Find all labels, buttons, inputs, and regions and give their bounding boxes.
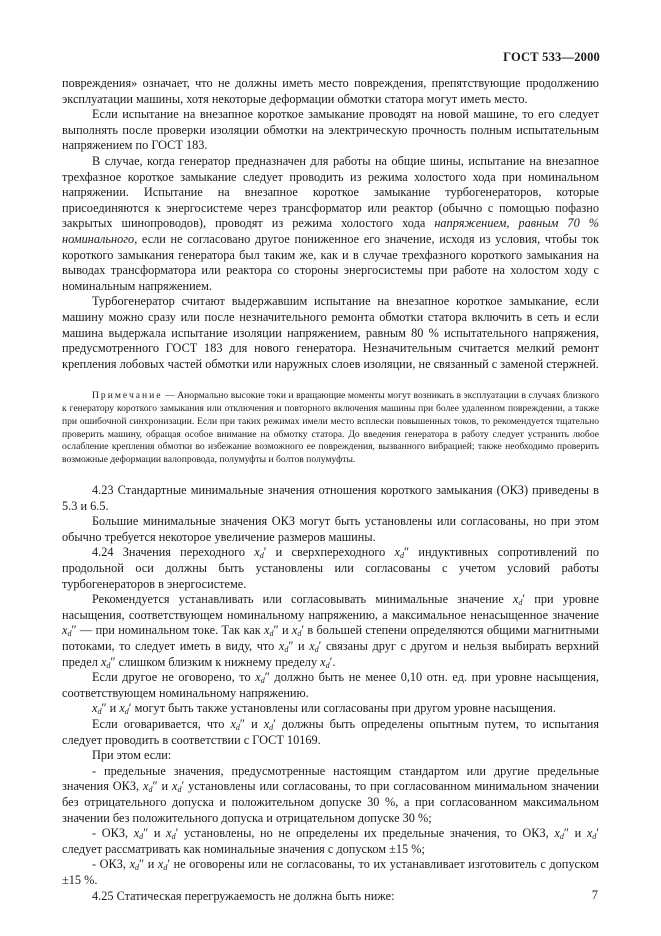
document-body bbox=[62, 76, 599, 904]
paragraph: Если оговаривается, что $x_d''$ и $x_d'$ должны быть определены опытным путем, то испытания следует проводить в соответствии с ГОСТ 10169. bbox=[62, 716, 600, 747]
page-number: 7 bbox=[591, 888, 598, 902]
note-text: — Анормально высокие токи и вращающие моменты могут возникать в эксплуатации в случаях близкого к генератору короткого замыкания или отключения и повторного включения машины при более удаленном повреждении, а также при ошибочной синхронизации. Если при таких режимах имели место всплески повышенных токов, то рекомендуется тщательно проверить машину, обращая особое внимание на обмотку статора. До введения генератора в работу следует устранить любое ослабление крепления обмотки во избежание возможного ее повреждения, вызванного вибрацией; также необходимо проверить возможные деформации валопровода, полумуфты и болтов полумуфты. bbox=[62, 390, 599, 466]
list-item: - ОКЗ, $x_d''$ и $x_d'$ не оговорены или не согласованы, то их устанавливает изготовитель с допуском ±15 %. bbox=[62, 857, 600, 887]
paragraph: В случае, когда генератор предназначен для работы на общие шины, испытание на внезапное трехфазное короткое замыкание следует проводить из режима холостого хода при номинальном напряжении. Испытание на внезапное короткое замыкание турбогенераторов, которые присоединяются к энергосистеме через трансформатор или реактор (обычно с помощью пофазно закрытых шинопроводов), проводят из режима холостого хода напряжением, равным 70 % номинального, если не согласовано другое пониженное его значение, исходя из условия, чтобы ток короткого замыкания генератора был таким же, как и в случае трехфазного короткого замыкания на выводах трансформатора или реактора со стороны энергосистемы при работе на холостом ходу с номинальным напряжением. bbox=[62, 153, 599, 293]
subtransient-reactance-symbol: $x_d''$ bbox=[133, 826, 149, 842]
transient-reactance-symbol: $x_d'$ bbox=[166, 826, 179, 842]
transient-reactance-symbol: $x_d'$ bbox=[172, 779, 185, 795]
subtransient-reactance-symbol: $x_d''$ bbox=[143, 779, 158, 795]
italic-phrase: напряжением, равным 70 % номинального bbox=[62, 216, 599, 246]
subtransient-reactance-symbol: $x_d''$ bbox=[62, 623, 77, 639]
subtransient-reactance-symbol: $x_d''$ bbox=[255, 670, 270, 686]
paragraph: повреждения» означает, что не должны иметь место повреждения, препятствующие продолжению эксплуатации машины, хотя некоторые деформации обмотки статора могут иметь место. bbox=[62, 76, 599, 106]
subtransient-reactance-symbol: $x_d''$ bbox=[92, 701, 107, 717]
transient-reactance-symbol: $x_d'$ bbox=[254, 545, 267, 561]
standard-header: ГОСТ 533—2000 bbox=[503, 50, 600, 64]
paragraph: Если испытание на внезапное короткое замыкание проводят на новой машине, то его следует выполнять после проверки изоляции обмотки на электрическую прочность полным испытательным напряжением по ГОСТ 183. bbox=[62, 107, 599, 153]
subtransient-reactance-symbol: $x_d''$ bbox=[264, 623, 279, 639]
paragraph: Большие минимальные значения ОКЗ могут быть установлены или согласованы, но при этом обычно требуется некоторое увеличение размеров машины. bbox=[62, 514, 599, 544]
paragraph: Турбогенератор считают выдержавшим испытание на внезапное короткое замыкание, если машину можно сразу или после незначительного ремонта обмотки статора включить в сеть и если машина выдержала испытание изоляции напряжением, равным 80 % испытательного напряжения, предусмотренного ГОСТ 183 для нового генератора. Незначительным считается мелкий ремонт крепления лобовых частей обмотки или наружных слоев изоляции, не связанный с заменой стержней. bbox=[62, 294, 599, 371]
transient-reactance-symbol: $x_d'$ bbox=[263, 716, 276, 732]
subtransient-reactance-symbol: $x_d''$ bbox=[278, 639, 294, 654]
paragraph: При этом если: bbox=[92, 748, 172, 763]
subtransient-reactance-symbol: $x_d''$ bbox=[554, 826, 569, 842]
subtransient-reactance-symbol: $x_d''$ bbox=[394, 545, 410, 561]
clause-4-23: 4.23 Стандартные минимальные значения отношения короткого замыкания (ОКЗ) приведены в 5.3 и 6.5. bbox=[62, 483, 599, 513]
note-label: Примечание bbox=[92, 390, 163, 402]
transient-reactance-symbol: $x_d'$ bbox=[512, 592, 526, 608]
list-item: - ОКЗ, $x_d''$ и $x_d'$ установлены, но не определены их предельные значения, то ОКЗ, $x_d''$ и $x_d'$ следует рассматривать как номинальные значения с допуском ±15 %; bbox=[62, 826, 599, 856]
transient-reactance-symbol: $x_d'$ bbox=[157, 857, 171, 873]
clause-4-25: 4.25 Статическая перегружаемость не должна быть ниже: bbox=[92, 888, 395, 903]
list-item: - предельные значения, предусмотренные настоящим стандартом или другие предельные значения ОКЗ, $x_d''$ и $x_d'$ установлены или согласованы, то при согласованном минимальном значении без отрицательного допуска и положительном допуске 30 %, а при согласованном максимальном значении без положительного допуска и отрицательном допуске 30 %; bbox=[62, 763, 599, 825]
subtransient-reactance-symbol: $x_d''$ bbox=[230, 716, 246, 732]
transient-reactance-symbol: $x_d'$ bbox=[586, 826, 599, 842]
paragraph: $x_d''$ и $x_d'$ могут быть также установлены или согласованы при другом уровне насыщения. bbox=[92, 701, 556, 717]
transient-reactance-symbol: $x_d'$ bbox=[320, 654, 333, 670]
subtransient-reactance-symbol: $x_d''$ bbox=[100, 654, 116, 670]
transient-reactance-symbol: $x_d'$ bbox=[309, 639, 322, 654]
note bbox=[62, 390, 599, 467]
subtransient-reactance-symbol: $x_d''$ bbox=[129, 857, 145, 873]
transient-reactance-symbol: $x_d'$ bbox=[291, 623, 305, 639]
clause-4-24: 4.24 Значения переходного $x_d'$ и сверхпереходного $x_d''$ индуктивных сопротивлений по продольной оси должны быть установлены или согласованы с учетом условий работы турбогенераторов в энергосистеме. bbox=[62, 545, 599, 591]
paragraph: Если другое не оговорено, то $x_d''$ должно быть не менее 0,10 отн. ед. при уровне насыщения, соответствующем номинальному напряжению. bbox=[62, 670, 599, 700]
paragraph: Рекомендуется устанавливать или согласовывать минимальные значение $x_d'$ при уровне насыщения, соответствующем номинальному напряжению, а максимальное ненасыщенное значение $x_d''$ — при номинальном токе. Так как $x_d''$ и $x_d'$ в большей степени определяются общими магнитными потоками, то следует иметь в виду, что $x_d''$ и $x_d'$ связаны друг с другом и нельзя выбирать верхний предел $x_d''$ слишком близким к нижнему пределу $x_d'$. bbox=[62, 592, 599, 670]
transient-reactance-symbol: $x_d'$ bbox=[119, 701, 132, 717]
